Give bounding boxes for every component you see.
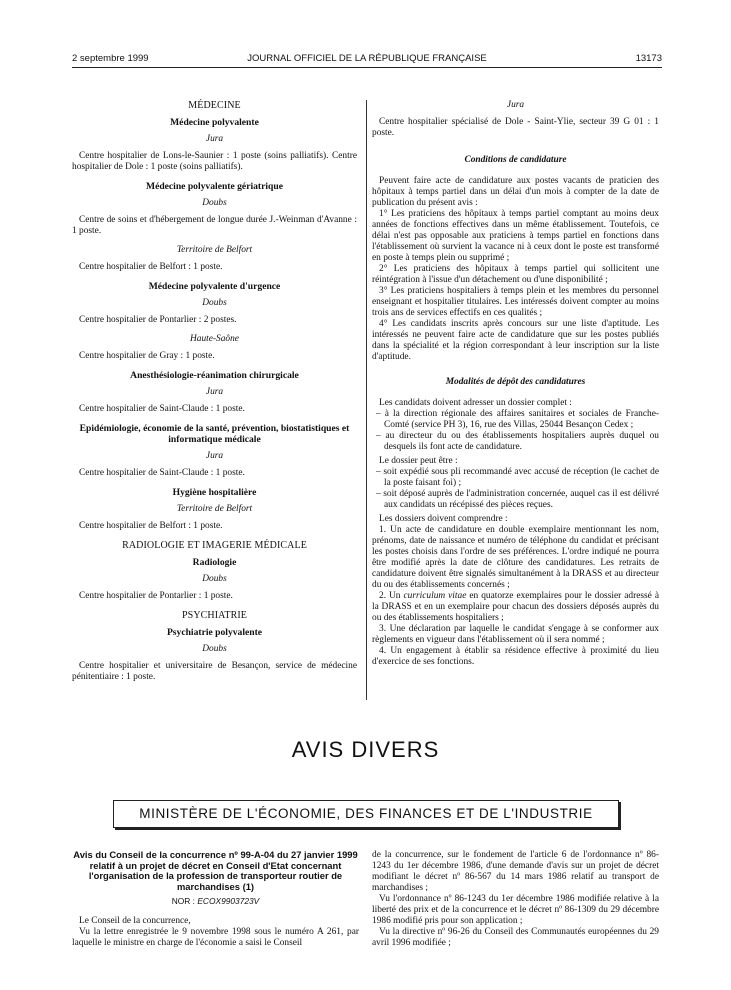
nor-value: ECOX9903723V [197, 896, 260, 907]
emphasis-text: curriculum vitae [403, 591, 467, 601]
paragraph: 3. Une déclaration par laquelle le candidat s'engage à se conformer aux règlements en vigueur dans l'établissement où il sera nommé ; [372, 624, 659, 645]
specialty-heading: Médecine polyvalente [170, 117, 259, 128]
specialty-heading: Epidémiologie, économie de la santé, prévention, biostatistiques et informatique médicale [79, 423, 350, 445]
region-heading: Doubs [202, 574, 227, 584]
specialty-heading: Psychiatrie polyvalente [166, 627, 263, 638]
post-listing: Centre hospitalier de Lons-le-Saunier : 1 poste (soins palliatifs). Centre hospitalier de Dole : 1 poste (soins palliatifs). [72, 151, 357, 172]
paragraph: Les dossiers doivent comprendre : [379, 514, 508, 524]
post-listing: Centre hospitalier de Belfort : 1 poste. [79, 521, 223, 531]
paragraph: Peuvent faire acte de candidature aux postes vacants de praticien des hôpitaux à temps partiel dans un délai d'un mois à compter de la date de publication du présent avis : [372, 176, 659, 208]
paragraph: Vu l'ordonnance nº 86-1243 du 1er décembre 1986 modifiée relative à la liberté des prix et de la concurrence et le décret nº 86-1309 du 29 décembre 1986 modifié pris pour son application ; [372, 894, 659, 926]
paragraph: 1° Les praticiens des hôpitaux à temps partiel comptant au moins deux années de fonctions effectives dans un même établissement. Toutefois, ce délai n'est pas opposable aux praticiens à temps partiel en fonctions dans l'établissement où survient la vacance ni à ceux dont le poste est transformé en poste à temps plein ou supprimé ; [372, 209, 659, 263]
region-heading: Doubs [202, 298, 227, 308]
paragraph [372, 591, 659, 624]
section-radiologie: RADIOLOGIE ET IMAGERIE MÉDICALE [122, 540, 307, 551]
avis-title: Avis du Conseil de la concurrence nº 99-A-04 du 27 janvier 1999 relatif à un projet de décret en Conseil d'Etat concernant l'organisation de la profession de transporteur routier de marchandises (1) [73, 849, 358, 892]
text-run: en quatorze exemplaires pour le dossier adressé à la DRASS et en un exemplaire pour chacun des dossiers déposés auprès du ou des établissements hospitaliers ; [372, 591, 659, 623]
header-journal-title: JOURNAL OFFICIEL DE LA RÉPUBLIQUE FRANÇAISE [247, 53, 487, 64]
paragraph: 1. Un acte de candidature en double exemplaire mentionnant les nom, prénoms, date de naissance et numéro de téléphone du candidat et précisant les postes choisis dans l'ordre de ses préférences. L'ordre indiqué ne pourra être modifié après la date de clôture des candidatures. Les retraits de candidature doivent être signalés simultanément à la DRASS et au directeur du ou des établissements concernés ; [372, 525, 659, 590]
specialty-heading: Anesthésiologie-réanimation chirurgicale [130, 370, 299, 381]
region-heading: Haute-Saône [190, 334, 239, 344]
nor-label: NOR : [171, 896, 198, 907]
specialty-heading: Médecine polyvalente gériatrique [146, 181, 283, 192]
region-heading: Territoire de Belfort [176, 245, 253, 255]
header-date: 2 septembre 1999 [72, 53, 149, 64]
specialty-heading: Hygiène hospitalière [172, 487, 257, 498]
text-run: 2. Un [379, 591, 404, 601]
post-listing: Centre hospitalier de Gray : 1 poste. [79, 351, 215, 361]
paragraph: 4° Les candidats inscrits après concours sur une liste d'aptitude. Les intéressés ne peuvent faire acte de candidature que sur les postes publiés dans la spécialité et la région correspondant à leur inscription sur la liste d'aptitude. [372, 319, 659, 362]
list-item: – à la direction régionale des affaires sanitaires et sociales de Franche-Comté (service PH 3), 16, rue des Villas, 25044 Besançon Cedex ; [376, 409, 659, 430]
region-heading: Doubs [202, 198, 227, 208]
region-heading: Territoire de Belfort [176, 504, 253, 514]
paragraph: Le dossier peut être : [379, 456, 458, 466]
region-heading: Doubs [202, 644, 227, 654]
list-item: – soit déposé auprès de l'administration concernée, auquel cas il est délivré aux candidats un récépissé des pièces reçues. [376, 489, 659, 510]
post-listing: Centre hospitalier de Pontarlier : 2 postes. [79, 315, 237, 325]
nor-reference [72, 896, 359, 907]
post-listing: Centre hospitalier de Saint-Claude : 1 poste. [79, 468, 245, 478]
paragraph: Vu la lettre enregistrée le 9 novembre 1998 sous le numéro A 261, par laquelle le ministre en charge de l'économie a saisi le Conseil [72, 927, 359, 949]
post-listing: Centre hospitalier de Pontarlier : 1 poste. [79, 591, 233, 601]
conditions-heading: Conditions de candidature [464, 155, 567, 165]
region-heading: Jura [205, 451, 224, 461]
post-listing: Centre hospitalier de Saint-Claude : 1 poste. [79, 404, 245, 414]
right-column [372, 100, 659, 668]
section-medecine: MÉDECINE [188, 100, 241, 111]
post-listing: Centre de soins et d'hébergement de longue durée J.-Weinman d'Avanne : 1 poste. [72, 215, 357, 236]
paragraph: Vu la directive nº 96-26 du Conseil des Communautés européennes du 29 avril 1996 modifiée ; [372, 927, 659, 948]
post-listing: Centre hospitalier de Belfort : 1 poste. [79, 262, 223, 272]
post-listing: Centre hospitalier spécialisé de Dole - Saint-Ylie, secteur 39 G 01 : 1 poste. [372, 117, 659, 138]
paragraph: 4. Un engagement à établir sa résidence effective à proximité du lieu d'exercice de ses fonctions. [372, 646, 659, 667]
header-rule [72, 67, 662, 68]
ministere-box: MINISTÈRE DE L'ÉCONOMIE, DES FINANCES ET DE L'INDUSTRIE [113, 800, 619, 828]
paragraph: 3° Les praticiens hospitaliers à temps plein et les membres du personnel enseignant et hospitalier titulaires. Les intéressés doivent compter au moins trois ans de services effectifs en ces qualités ; [372, 286, 659, 318]
bottom-right-column [372, 850, 659, 949]
paragraph: 2° Les praticiens des hôpitaux à temps partiel qui sollicitent une réintégration à l'issue d'un détachement ou d'une disponibilité ; [372, 264, 659, 285]
modalites-heading: Modalités de dépôt des candidatures [445, 377, 586, 387]
paragraph: Les candidats doivent adresser un dossier complet : [379, 398, 572, 408]
section-psychiatrie: PSYCHIATRIE [182, 610, 247, 621]
bottom-left-column [72, 850, 359, 949]
paragraph: Le Conseil de la concurrence, [79, 916, 191, 927]
list-item: – au directeur du ou des établissements hospitaliers auprès duquel ou desquels ils font acte de candidature. [376, 431, 659, 452]
post-listing: Centre hospitalier et universitaire de Besançon, service de médecine pénitentiaire : 1 poste. [72, 661, 357, 682]
region-heading: Jura [506, 100, 525, 110]
page-header [72, 53, 662, 67]
region-heading: Jura [205, 134, 224, 144]
paragraph: de la concurrence, sur le fondement de l'article 6 de l'ordonnance nº 86-1243 du 1er décembre 1986, d'une demande d'avis sur un projet de décret modifiant le décret nº 86-567 du 14 mars 1986 relatif au transport de marchandises ; [372, 850, 659, 893]
region-heading: Jura [205, 387, 224, 397]
list-item: – soit expédié sous pli recommandé avec accusé de réception (le cachet de la poste faisant foi) ; [376, 467, 659, 488]
left-column [72, 100, 357, 691]
header-page-number: 13173 [635, 53, 662, 64]
specialty-heading: Médecine polyvalente d'urgence [148, 281, 281, 292]
column-divider [366, 100, 367, 700]
avis-divers-heading: AVIS DIVERS [291, 737, 440, 762]
specialty-heading: Radiologie [192, 557, 237, 568]
